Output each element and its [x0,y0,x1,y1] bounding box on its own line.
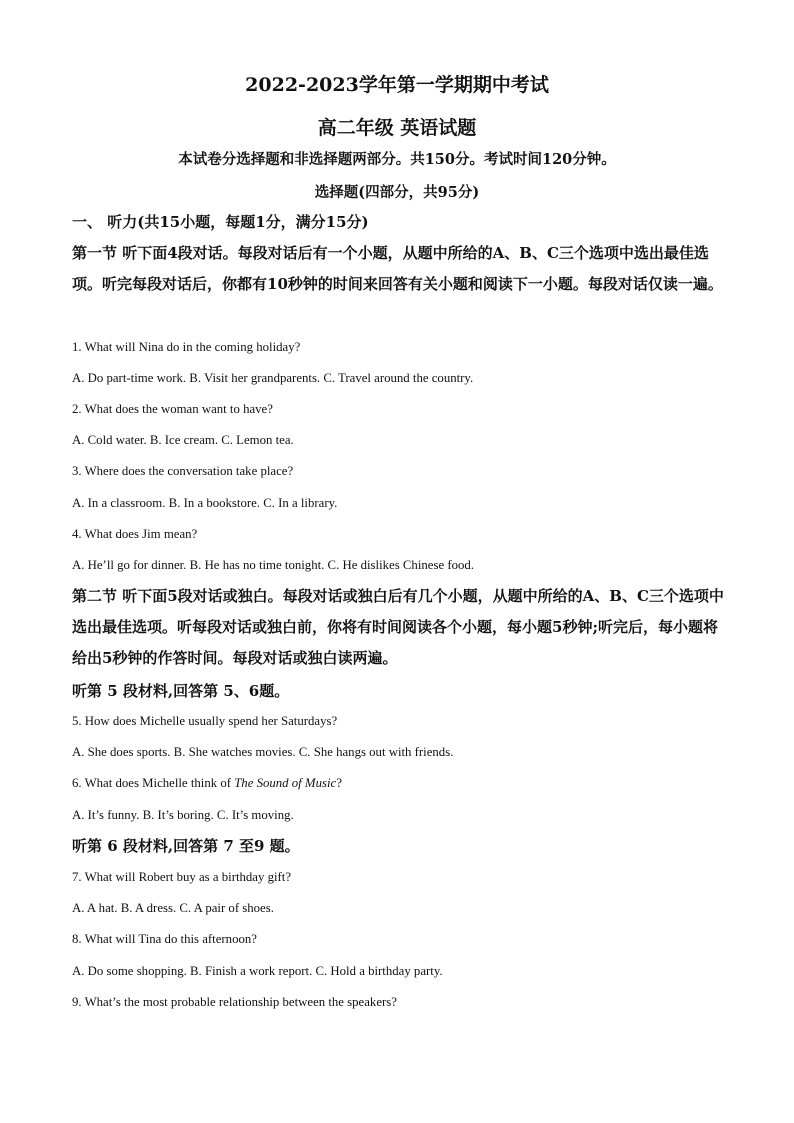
exam-subtitle: 高二年级 英语试题 [317,117,477,139]
question-3-options: A. In a classroom. B. In a bookstore. C. In a library. [72,496,338,510]
part1-heading: 一、 听力(共15小题，每题1分，满分15分) [72,213,369,231]
question-7: 7. What will Robert buy as a birthday gift? [72,870,292,884]
section2-instructions: 第二节 听下面5段对话或独白。每段对话或独白后有几个小题，从题中所给的A、B、C三个选项中选出最佳选项。听每段对话或独白前，你将有时间阅读各个小题，每小题5秒钟;听完后，每小题将给出5秒钟的作答时间。每段对话或独白读两遍。 [72,587,724,667]
question-1-options: A. Do part-time work. B. Visit her grandparents. C. Travel around the country. [72,371,474,385]
question-6-prefix: 6. What does Michelle think of [72,776,235,790]
question-8: 8. What will Tina do this afternoon? [72,932,257,946]
question-4-options: A. He’ll go for dinner. B. He has no time tonight. C. He dislikes Chinese food. [72,558,474,572]
question-2: 2. What does the woman want to have? [72,402,273,416]
material-5-heading: 听第 5 段材料,回答第 5、6题。 [72,682,290,700]
material-6-heading: 听第 6 段材料,回答第 7 至9 题。 [72,837,300,855]
question-5: 5. How does Michelle usually spend her Saturdays? [72,714,338,728]
question-9: 9. What’s the most probable relationship between the speakers? [72,995,397,1009]
question-3: 3. Where does the conversation take place? [72,464,294,478]
exam-title: 2022-2023学年第一学期期中考试 [245,74,549,96]
exam-note: 本试卷分选择题和非选择题两部分。共150分。考试时间120分钟。 [178,151,616,168]
question-6-options: A. It’s funny. B. It’s boring. C. It’s moving. [72,808,294,822]
question-6-suffix: ? [336,776,342,790]
question-6 [72,776,732,791]
question-4: 4. What does Jim mean? [72,527,198,541]
question-5-options: A. She does sports. B. She watches movies. C. She hangs out with friends. [72,745,454,759]
movie-title: The Sound of Music [234,776,337,790]
section1-instructions: 第一节 听下面4段对话。每段对话后有一个小题，从题中所给的A、B、C三个选项中选出最佳选项。听完每段对话后，你都有10秒钟的时间来回答有关小题和阅读下一小题。每段对话仅读一遍。 [72,244,723,293]
question-2-options: A. Cold water. B. Ice cream. C. Lemon tea. [72,433,294,447]
question-7-options: A. A hat. B. A dress. C. A pair of shoes. [72,901,274,915]
section-title: 选择题(四部分，共95分) [314,184,480,201]
question-8-options: A. Do some shopping. B. Finish a work report. C. Hold a birthday party. [72,964,443,978]
question-1: 1. What will Nina do in the coming holiday? [72,340,301,354]
